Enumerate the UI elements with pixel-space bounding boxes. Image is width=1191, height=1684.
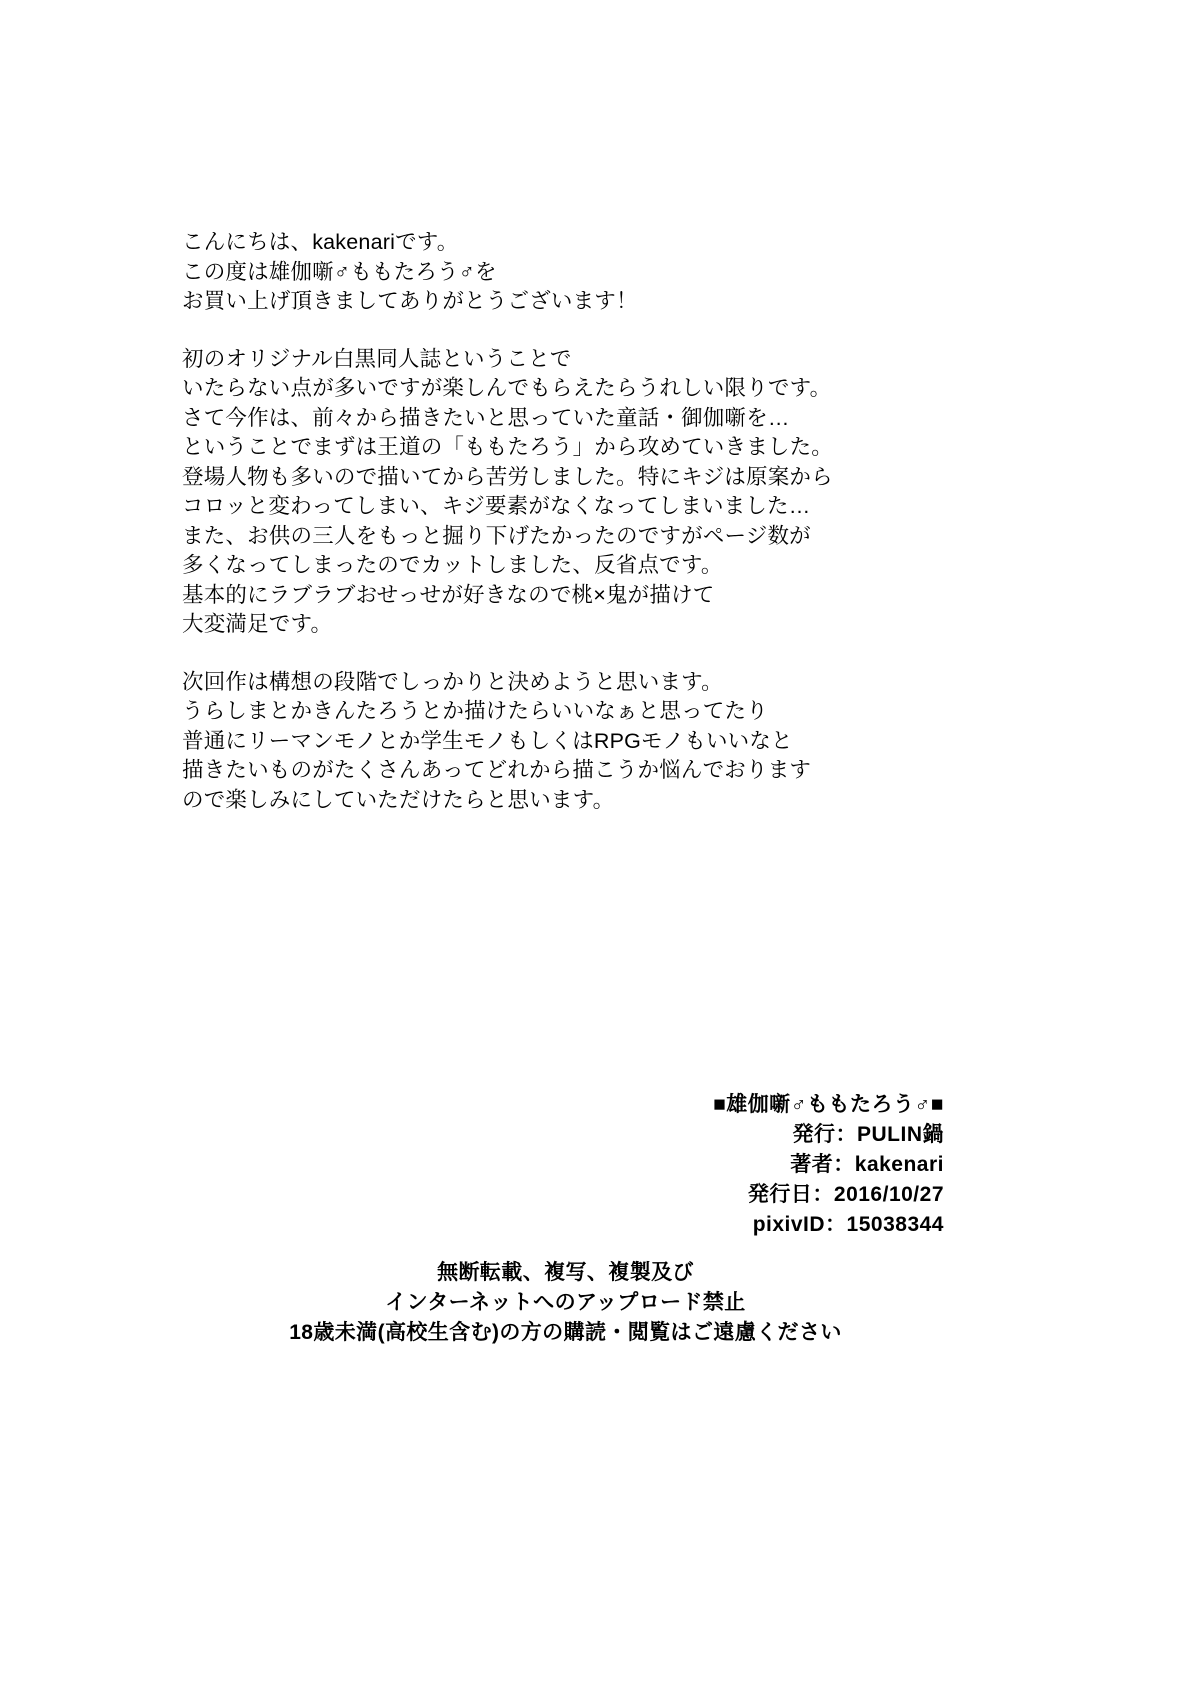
afterword-line: この度は雄伽噺♂ももたろう♂を — [182, 259, 497, 284]
colophon-author: 著者：kakenari — [790, 1153, 944, 1176]
colophon-publish-date: 発行日：2016/10/27 — [747, 1183, 944, 1206]
afterword-paragraph-next-work — [182, 668, 1042, 816]
notice-line-upload: インターネットへのアップロード禁止 — [385, 1291, 746, 1314]
afterword-text — [182, 228, 1042, 815]
afterword-line: 基本的にラブラブおせっせが好きなので桃×鬼が描けて — [182, 582, 715, 607]
afterword-line: 多くなってしまったのでカットしました、反省点です。 — [182, 553, 723, 577]
afterword-paragraph-body — [182, 345, 1042, 640]
afterword-line: ので楽しみにしていただけたらと思います。 — [182, 787, 615, 812]
notice-line-age: 18歳未満(高校生含む)の方の購読・閲覧はご遠慮ください — [289, 1321, 842, 1344]
colophon-publisher: 発行：PULIN鍋 — [792, 1123, 944, 1146]
colophon-pixiv-id: pixivID：15038344 — [752, 1213, 944, 1236]
afterword-line: お買い上げ頂きましてありがとうございます！ — [182, 289, 638, 313]
afterword-line: 大変満足です。 — [182, 612, 333, 636]
afterword-line: 次回作は構想の段階でしっかりと決めようと思います。 — [182, 669, 723, 694]
afterword-line: 初のオリジナル白黒同人誌ということで — [182, 346, 572, 371]
afterword-line: 登場人物も多いので描いてから苦労しました。特にキジは原案から — [182, 464, 833, 489]
afterword-line: 描きたいものがたくさんあってどれから描こうか悩んでおります — [182, 758, 812, 782]
legal-notice — [0, 1258, 1191, 1348]
afterword-line: コロッと変わってしまい、キジ要素がなくなってしまいました… — [182, 494, 811, 518]
afterword-line: いたらない点が多いですが楽しんでもらえたらうれしい限りです。 — [182, 376, 832, 400]
colophon — [224, 1090, 944, 1240]
afterword-line: こんにちは、kakenariです。 — [182, 230, 459, 254]
afterword-line: さて今作は、前々から描きたいと思っていた童話・御伽噺を… — [182, 405, 790, 430]
afterword-line: また、お供の三人をもっと掘り下げたかったのですがページ数が — [182, 523, 811, 548]
notice-line-reprint: 無断転載、複写、複製及び — [437, 1261, 694, 1284]
colophon-title: ■雄伽噺♂ももたろう♂■ — [713, 1093, 944, 1116]
afterword-paragraph-greeting — [182, 228, 1042, 317]
afterword-line: ということでまずは王道の「ももたろう」から攻めていきました。 — [182, 435, 834, 459]
afterword-line: 普通にリーマンモノとか学生モノもしくはRPGモノもいいなと — [182, 728, 793, 753]
afterword-line: うらしまとかきんたろうとか描けたらいいなぁと思ってたり — [182, 699, 768, 723]
